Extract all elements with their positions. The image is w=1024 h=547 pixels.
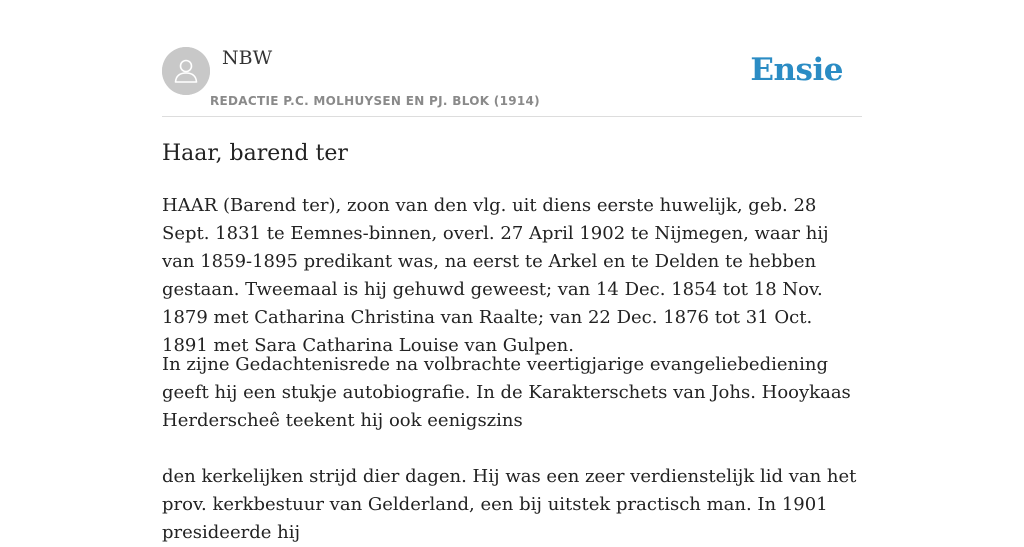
page-container (162, 0, 862, 543)
article-title: Haar, barend ter (162, 141, 348, 166)
user-silhouette-icon (162, 47, 210, 95)
source-name[interactable]: NBW (222, 47, 273, 69)
source-header (162, 0, 862, 117)
article-paragraph-2: In zijne Gedachtenisrede na volbrachte veertigjarige evangeliebediening geeft hij een stukje autobiografie. In de Karakterschets van Johs. Hooykaas Herderscheê teekent hij ook eenigszins (162, 354, 851, 431)
article-paragraph-1: HAAR (Barend ter), zoon van den vlg. uit diens eerste huwelijk, geb. 28 Sept. 1831 te Eemnes-binnen, overl. 27 April 1902 te Nijmegen, waar hij van 1859-1895 predikant was, na eerst te Arkel en te Delden te hebben gestaan. Tweemaal is hij gehuwd geweest; van 14 Dec. 1854 tot 18 Nov. 1879 met Catharina Christina van Raalte; van 22 Dec. 1876 tot 31 Oct. 1891 met Sara Catharina Louise van Gulpen. (162, 195, 829, 356)
ensie-logo[interactable]: Ensie (750, 52, 843, 88)
source-subtitle: REDACTIE P.C. MOLHUYSEN EN PJ. BLOK (1914) (210, 94, 540, 108)
avatar[interactable] (162, 47, 210, 95)
article-paragraph-3: den kerkelijken strijd dier dagen. Hij was een zeer verdienstelijk lid van het prov. kerkbestuur van Gelderland, een bij uitstek practisch man. In 1901 presideerde hij (162, 466, 857, 543)
